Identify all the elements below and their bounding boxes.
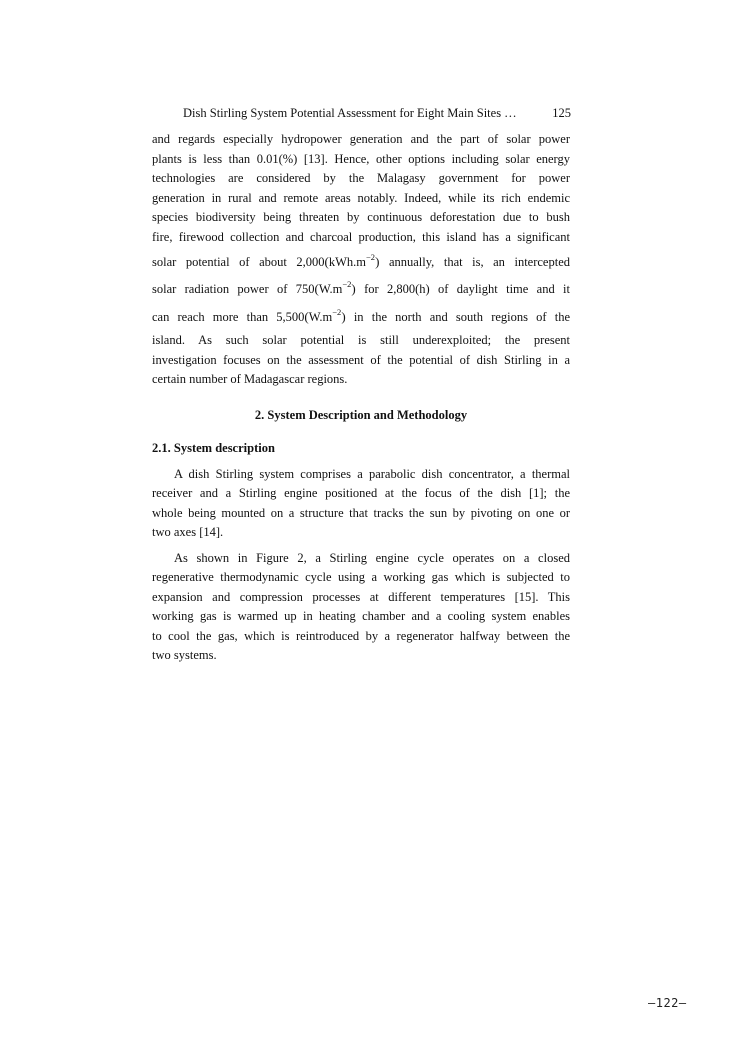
unit-exponent: −2	[342, 279, 352, 289]
page-number: –122–	[648, 996, 687, 1010]
text-line: and regards especially hydropower generation and the part of solar power	[152, 132, 570, 146]
text-line-regional-power: can reach more than $5,500(W.m^{-2})$ in the north and south regions of the	[152, 307, 571, 324]
text-line: certain number of Madagascar regions.	[152, 372, 348, 386]
text-line-radiation-power: solar radiation power of $750(W.m^{-2})$ for 2,800(h) of daylight time and it	[152, 279, 570, 296]
inline-text: annually, that is, an intercepted	[388, 255, 570, 269]
running-header-title: Dish Stirling System Potential Assessment for Eight Main Sites …	[183, 106, 517, 120]
intro-paragraph	[152, 130, 570, 390]
text-line: species biodiversity being threaten by continuous deforestation due to bush	[152, 210, 570, 224]
running-header	[183, 105, 571, 121]
text-line: two systems.	[152, 648, 217, 662]
text-line: working gas is warmed up in heating chamber and a cooling system enables	[152, 609, 570, 623]
unit: W.m	[308, 310, 333, 324]
text-line: technologies are considered by the Malagasy government for power	[152, 171, 570, 185]
text-line: expansion and compression processes at different temperatures [15]. This	[152, 589, 570, 604]
body-text	[152, 130, 570, 666]
inline-text: solar radiation power of 750	[152, 282, 315, 296]
unit-exponent: −2	[366, 252, 376, 262]
text-line: generation in rural and remote areas notably. Indeed, while its rich endemic	[152, 190, 570, 205]
inline-text: solar potential of about 2,000	[152, 255, 325, 269]
text-line: whole being mounted on a structure that tracks the sun by pivoting on one or	[152, 505, 570, 520]
section-heading: 2. System Description and Methodology	[254, 407, 468, 422]
inline-text: can reach more than 5,500	[152, 310, 305, 324]
text-line: As shown in Figure 2, a Stirling engine cycle operates on a closed	[174, 550, 570, 565]
text-line: receiver and a Stirling engine positioned at the focus of the dish [1]; the	[152, 486, 570, 500]
inline-text: for 2,800(h) of daylight time and it	[364, 282, 570, 296]
running-header-page: 125	[552, 106, 571, 120]
text-line: investigation focuses on the assessment of the potential of dish Stirling in a	[152, 352, 570, 367]
text-line: fire, firewood collection and charcoal production, this island has a significant	[152, 229, 570, 244]
text-line: to cool the gas, which is reintroduced by a regenerator halfway between the	[152, 628, 570, 643]
unit: kWh.m	[328, 255, 367, 269]
subsection-heading: 2.1. System description	[152, 441, 275, 455]
text-line: island. As such solar potential is still underexploited; the present	[152, 333, 570, 347]
text-line: A dish Stirling system comprises a parabolic dish concentrator, a thermal	[174, 466, 570, 481]
text-line: plants is less than 0.01(%) [13]. Hence, other options including solar energy	[152, 151, 570, 166]
unit: W.m	[318, 282, 343, 296]
system-description-paragraph-2	[152, 549, 570, 666]
system-description-paragraph-1	[152, 465, 570, 543]
text-line: regenerative thermodynamic cycle using a working gas which is subjected to	[152, 570, 570, 584]
text-line: two axes [14].	[152, 525, 224, 539]
text-line-solar-potential: solar potential of about $2,000(kWh.m^{-2})$ annually, that is, an intercepted	[152, 252, 570, 269]
unit-exponent: −2	[332, 307, 342, 317]
inline-text: in the north and south regions of the	[353, 310, 571, 324]
